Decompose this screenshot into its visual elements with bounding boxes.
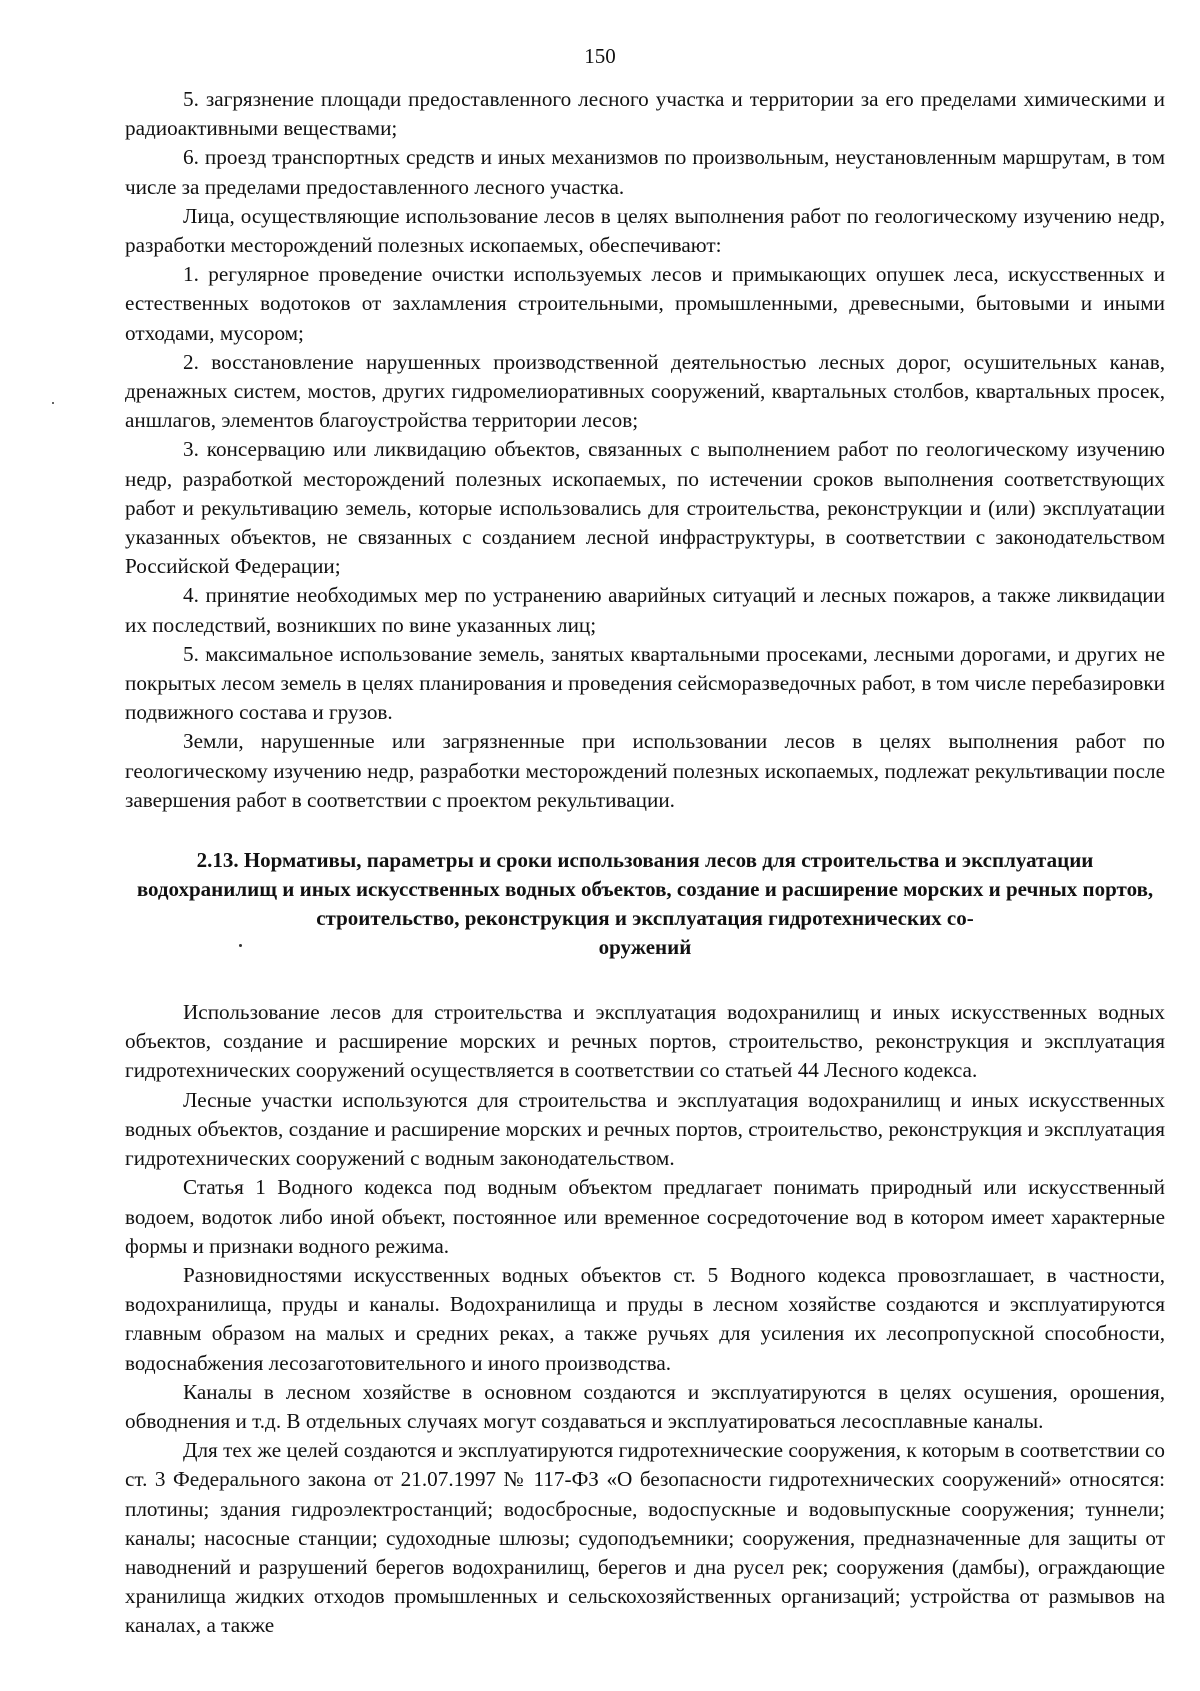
paragraph: Земли, нарушенные или загрязненные при использовании лесов в целях выполнения работ по геологическому изучению недр, разработки месторождений полезных ископаемых, подлежат рекультивации после завершения работ в соответствии с проектом рекультивации.: [125, 729, 1165, 812]
page-number: 150: [584, 44, 616, 68]
paragraph: Статья 1 Водного кодекса под водным объектом предлагает понимать природный или искусственный водоем, водоток либо иной объект, постоянное или временное сосредоточение вод в котором имеет характерные формы и признаки водного режима.: [125, 1175, 1165, 1258]
section-heading-line: оружений: [598, 935, 692, 960]
paragraph: Для тех же целей создаются и эксплуатируются гидротехнические сооружения, к которым в соответствии со ст. 3 Федерального закона от 21.07.1997 № 117-ФЗ «О безопасности гидротехнических сооружений» относятся: плотины; здания гидроэлектростанций; водосбросные, водоспускные и водовыпускные сооружения; туннели; каналы; насосные станции; судоходные шлюзы; судоподъемники; сооружения, предназначенные для защиты от наводнений и разрушений берегов водохранилищ, берегов и дна русел рек; сооружения (дамбы), ограждающие хранилища жидких отходов промышленных и сельскохозяйственных организаций; устройства от размывов на каналах, а также: [125, 1438, 1165, 1638]
paragraph: 4. принятие необходимых мер по устранению аварийных ситуаций и лесных пожаров, а также ликвидации их последствий, возникших по вине указанных лиц;: [125, 583, 1165, 637]
paragraph: 6. проезд транспортных средств и иных механизмов по произвольным, неустановленным маршрутам, в том числе за пределами предоставленного лесного участка.: [125, 145, 1165, 199]
paragraph: Каналы в лесном хозяйстве в основном создаются и эксплуатируются в целях осушения, орошения, обводнения и т.д. В отдельных случаях могут создаваться и эксплуатироваться лесосплавные каналы.: [125, 1379, 1165, 1433]
paragraph: Использование лесов для строительства и эксплуатация водохранилищ и иных искусственных водных объектов, создание и расширение морских и речных портов, строительство, реконструкция и эксплуатация гидротехнических сооружений осуществляется в соответствии со статьей 44 Лесного кодекса.: [125, 1000, 1165, 1083]
document-body: [125, 85, 1165, 1641]
paragraph: 1. регулярное проведение очистки используемых лесов и примыкающих опушек леса, искусственных и естественных водотоков от захламления строительными, промышленными, древесными, бытовыми и иными отходами, мусором;: [125, 262, 1165, 345]
paragraph: 3. консервацию или ликвидацию объектов, связанных с выполнением работ по геологическому изучению недр, разработкой месторождений полезных ископаемых, по истечении сроков выполнения соответствующих работ и рекультивацию земель, которые использовались для строительства, реконструкции и (или) эксплуатации указанных объектов, не связанных с созданием лесной инфраструктуры, в соответствии с законодательством Российской Федерации;: [125, 437, 1165, 579]
section-heading-line: 2.13. Нормативы, параметры и сроки использования лесов для строительства и эксплуатации водохранилищ и иных искусственных водных объектов, создание и расширение морских и речных портов, строительство, реконструкция и эксплуатация гидротехнических со-: [136, 848, 1154, 931]
paragraph: 2. восстановление нарушенных производственной деятельностью лесных дорог, осушительных канав, дренажных систем, мостов, других гидромелиоративных сооружений, квартальных столбов, квартальных просек, аншлагов, элементов благоустройства территории лесов;: [125, 349, 1165, 433]
paragraph: Разновидностями искусственных водных объектов ст. 5 Водного кодекса провозглашает, в частности, водохранилища, пруды и каналы. Водохранилища и пруды в лесном хозяйстве создаются и эксплуатируются главным образом на малых и средних реках, а также ручьях для усиления их лесопропускной способности, водоснабжения лесозаготовительного и иного производства.: [125, 1262, 1165, 1375]
paragraph: 5. загрязнение площади предоставленного лесного участка и территории за его пределами химическими и радиоактивными веществами;: [125, 87, 1165, 141]
paragraph: Лесные участки используются для строительства и эксплуатация водохранилищ и иных искусственных водных объектов, создание и расширение морских и речных портов, строительство, реконструкция и эксплуатация гидротехнических сооружений с водным законодательством.: [125, 1087, 1165, 1171]
scan-speck: [52, 402, 54, 404]
section-heading: [125, 846, 1165, 962]
paragraph: Лица, осуществляющие использование лесов в целях выполнения работ по геологическому изучению недр, разработки месторождений полезных ископаемых, обеспечивают:: [125, 203, 1165, 258]
paragraph: 5. максимальное использование земель, занятых квартальными просеками, лесными дорогами, и других не покрытых лесом земель в целях планирования и проведения сейсморазведочных работ, в том числе перебазировки подвижного состава и грузов.: [125, 641, 1165, 725]
